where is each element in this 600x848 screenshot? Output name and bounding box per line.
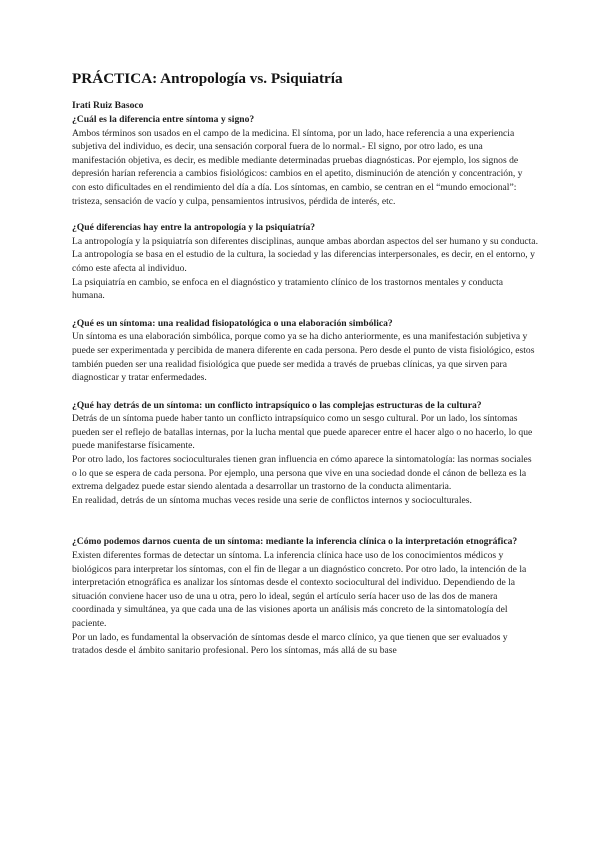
section-question: ¿Qué hay detrás de un síntoma: un conflicto intrapsíquico o las complejas estructuras de la cultura? bbox=[72, 399, 482, 411]
author-name: Irati Ruiz Basoco bbox=[72, 100, 144, 111]
section-paragraph: La psiquiatría en cambio, se enfoca en el diagnóstico y tratamiento clínico de los trastornos mentales y conducta humana. bbox=[72, 276, 504, 302]
page-title: PRÁCTICA: Antropología vs. Psiquiatría bbox=[72, 70, 343, 87]
section-question: ¿Cómo podemos darnos cuenta de un síntoma: mediante la inferencia clínica o la interpretación etnográfica? bbox=[72, 536, 518, 548]
section-paragraph: Un síntoma es una elaboración simbólica, porque como ya se ha dicho anteriormente, es una manifestación subjetiva y puede ser experimentada y percibida de manera diferente en cada persona. Pero desde el punto de vista fisiológico, estos también pueden ser una realidad fisiológica que puede ser medida a través de pruebas clínicas, ya que sirven para diagnosticar y tratar enfermedades. bbox=[72, 331, 535, 384]
section-paragraph: Por otro lado, los factores socioculturales tienen gran influencia en cómo aparece la sintomatología: las normas sociales o lo que se espera de cada persona. Por ejemplo, una persona que vive en una sociedad donde el cánon de belleza es la extrema delgadez puede estar siendo alentada a desarrollar un trastorno de la conducta alimentaria. bbox=[72, 454, 532, 493]
section-detect-symptom bbox=[72, 535, 538, 657]
section-paragraph: Existen diferentes formas de detectar un síntoma. La inferencia clínica hace uso de los conocimientos médicos y biológicos para interpretar los síntomas, con el fin de llegar a un diagnóstico concreto. Por otro lado, la intención de la interpretación etnográfica es analizar los síntomas desde el contexto sociocultural del individuo. Dependiendo de la situación conviene hacer uso de una u otra, pero lo ideal, según el artículo sería hacer uso de las dos de manera coordinada y simultánea, ya que cada una de las visiones aporta un análisis más concreto de la sintomatología del paciente. bbox=[72, 550, 527, 629]
section-paragraph: La antropología y la psiquiatría son diferentes disciplinas, aunque ambas abordan aspectos del ser humano y su conducta. La antropología se basa en el estudio de la cultura, la sociedad y las diferencias interpersonales, es decir, en el entorno, y cómo este afecta al individuo. bbox=[72, 235, 538, 274]
section-paragraph: Detrás de un síntoma puede haber tanto un conflicto intrapsíquico como un sesgo cultural. Por un lado, los síntomas pueden ser el reflejo de batallas internas, por la lucha mental que puede aparecer entre el hacer algo o no hacerlo, lo que puede manifestarse físicamente. bbox=[72, 413, 533, 452]
section-behind-symptom bbox=[72, 399, 538, 508]
section-what-is-symptom bbox=[72, 317, 538, 385]
section-paragraph: Por un lado, es fundamental la observación de síntomas desde el marco clínico, ya que tienen que ser evaluados y tratados desde el ámbito sanitario profesional. Pero los síntomas, más allá de su base bbox=[72, 631, 508, 657]
section-question: ¿Cuál es la diferencia entre síntoma y signo? bbox=[72, 114, 255, 125]
section-paragraph: Ambos términos son usados en el campo de la medicina. El síntoma, por un lado, hace referencia a una experiencia subjetiva del individuo, es decir, una sensación corporal fuera de lo normal.- El signo, por otro lado, es una manifestación objetiva, es decir, es medible mediante determinadas pruebas diagnósticas. Por ejemplo, los signos de depresión harían referencia a cambios fisiológicos: cambios en el apetito, disminución de atención y concentración, y con esto dificultades en el rendimiento del día a día. Los síntomas, en cambio, se centran en el “mundo emocional”: tristeza, sensación de vacío y culpa, pensamientos intrusivos, pérdida de interés, etc. bbox=[72, 127, 523, 207]
section-question: ¿Qué es un síntoma: una realidad fisiopatológica o una elaboración simbólica? bbox=[72, 317, 393, 329]
section-question: ¿Qué diferencias hay entre la antropología y la psiquiatría? bbox=[72, 222, 316, 234]
section-anthropology-vs-psychiatry bbox=[72, 221, 538, 303]
section-symptom-vs-sign bbox=[72, 113, 538, 208]
section-paragraph: En realidad, detrás de un síntoma muchas veces reside una serie de conflictos internos y socioculturales. bbox=[72, 494, 472, 506]
